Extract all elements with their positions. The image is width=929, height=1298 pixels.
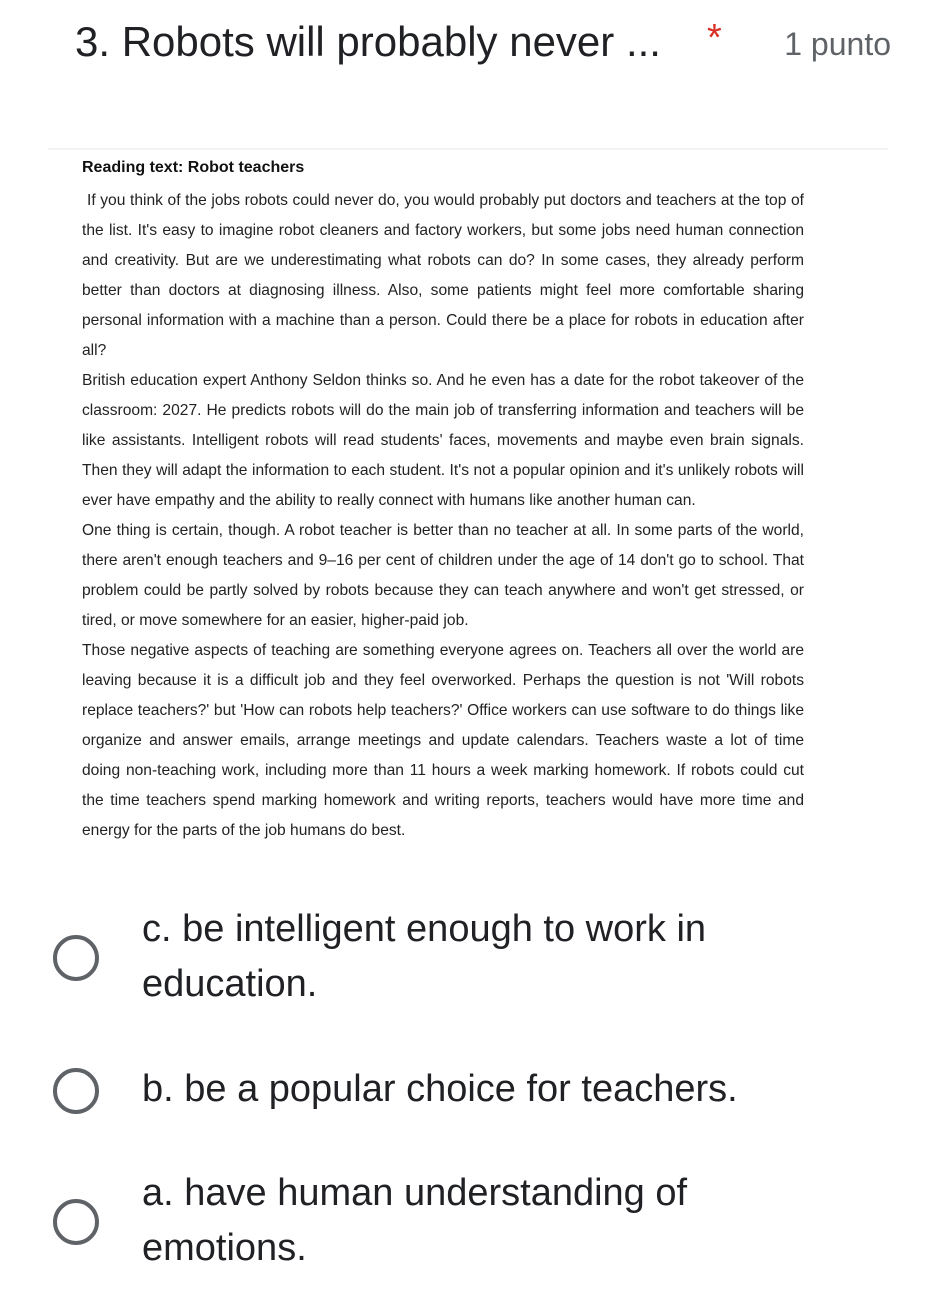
reading-paragraph-4: Those negative aspects of teaching are something everyone agrees on. Teachers all over the world are leaving because it is a difficult job and they feel overworked. Perhaps the question is not 'Will robots replace teachers?' but 'How can robots help teachers?' Office workers can use software to do things like organize and answer emails, arrange meetings and update calendars. Teachers waste a lot of time doing non-teaching work, including more than 11 hours a week marking homework. If robots could cut the time teachers spend marking homework and writing reports, teachers would have more time and energy for the parts of the job humans do best. xyxy=(82,642,804,839)
question-header xyxy=(75,14,895,70)
option-c[interactable] xyxy=(0,900,929,1020)
option-a-label[interactable]: a. have human understanding of emotions. xyxy=(142,1172,688,1269)
reading-paragraph-2: British education expert Anthony Seldon thinks so. And he even has a date for the robot takeover of the classroom: 2027. He predicts robots will do the main job of transferring information and teachers will be like assistants. Intelligent robots will read students' faces, movements and maybe even brain signals. Then they will adapt the information to each student. It's not a popular opinion and it's unlikely robots will ever have empathy and the ability to really connect with humans like another human can. xyxy=(82,372,804,509)
option-b-label[interactable]: b. be a popular choice for teachers. xyxy=(142,1068,738,1110)
required-asterisk: * xyxy=(707,17,722,59)
option-c-label[interactable]: c. be intelligent enough to work in education. xyxy=(142,908,707,1005)
question-title: 3. Robots will probably never ... xyxy=(75,18,661,65)
reading-body xyxy=(82,186,804,846)
radio-button-icon[interactable] xyxy=(53,935,99,981)
radio-button-icon[interactable] xyxy=(53,1068,99,1114)
reading-paragraph-1: If you think of the jobs robots could never do, you would probably put doctors and teachers at the top of the list. It's easy to imagine robot cleaners and factory workers, but some jobs need human connection and creativity. But are we underestimating what robots can do? In some cases, they already perform better than doctors at diagnosing illness. Also, some patients might feel more comfortable sharing personal information with a machine than a person. Could there be a place for robots in education after all? xyxy=(82,192,804,359)
option-a[interactable] xyxy=(0,1164,929,1284)
question-points: 1 punto xyxy=(784,26,891,62)
reading-title: Reading text: Robot teachers xyxy=(82,159,305,176)
option-b[interactable] xyxy=(0,1060,929,1130)
reading-paragraph-3: One thing is certain, though. A robot teacher is better than no teacher at all. In some parts of the world, there aren't enough teachers and 9–16 per cent of children under the age of 14 don't go to school. That problem could be partly solved by robots because they can teach anywhere and won't get stressed, or tired, or move somewhere for an easier, higher-paid job. xyxy=(82,522,804,629)
reading-text-image xyxy=(48,148,888,880)
radio-button-icon[interactable] xyxy=(53,1199,99,1245)
